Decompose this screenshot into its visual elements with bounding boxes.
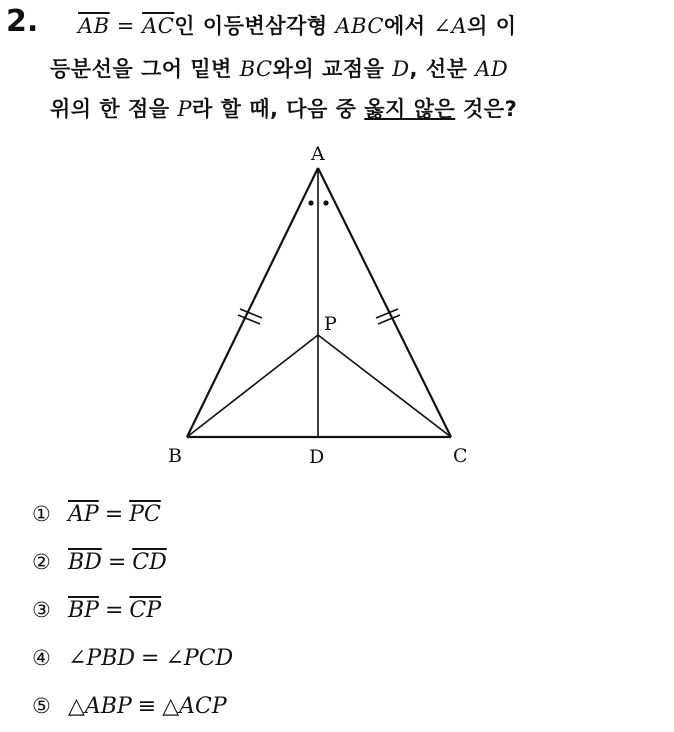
option-1[interactable] — [32, 502, 161, 527]
segment-bp-line — [187, 335, 318, 437]
segment-ad: AD — [475, 57, 509, 81]
option-left: $\overline{AP}$ — [68, 502, 99, 527]
side-ab — [187, 168, 318, 437]
question-text: 라 할 때, 다음 중 — [192, 97, 365, 121]
option-left: $\overline{BD}$ — [68, 550, 102, 575]
option-left: ∠PBD — [68, 646, 136, 671]
question-text: 위의 한 점을 — [50, 97, 178, 121]
triangle-abc: ABC — [335, 14, 384, 38]
angle-a: ∠A — [433, 14, 468, 38]
point-p: P — [177, 97, 193, 121]
question-text: 의 이 — [467, 14, 517, 38]
label-a: A — [311, 143, 325, 165]
option-right: $\overline{PC}$ — [129, 502, 161, 527]
option-right: ∠PCD — [165, 646, 234, 671]
option-operator: = — [141, 646, 160, 671]
question-text: 와의 교점을 — [272, 57, 393, 81]
option-number: ② — [32, 550, 51, 574]
option-3[interactable] — [32, 598, 161, 623]
label-b: B — [168, 445, 182, 467]
label-d: D — [309, 446, 325, 468]
label-c: C — [453, 445, 468, 467]
option-operator: = — [107, 550, 127, 575]
option-left: △ABP — [68, 694, 132, 719]
option-number: ③ — [32, 598, 51, 622]
option-2[interactable] — [32, 550, 167, 575]
side-ac — [318, 168, 451, 437]
question-text: 등분선을 그어 밑변 — [50, 57, 240, 81]
option-operator: ≡ — [137, 694, 157, 719]
option-number: ⑤ — [32, 694, 51, 718]
segment-ac: $\overline{AC}$ — [142, 14, 175, 38]
question-text: 것은? — [455, 97, 518, 121]
option-right: $\overline{CP}$ — [129, 598, 162, 623]
question-text: , 선분 — [409, 57, 476, 81]
segment-ab: $\overline{AB}$ — [78, 14, 110, 38]
option-4[interactable] — [32, 646, 233, 671]
option-operator: = — [104, 598, 124, 623]
segment-bc: BC — [239, 57, 273, 81]
equals-sign: = — [109, 14, 143, 38]
question-text: 에서 — [383, 14, 434, 38]
option-5[interactable] — [32, 694, 227, 719]
tick-marks-ab — [238, 309, 262, 324]
segment-cp-line — [318, 335, 451, 437]
option-number: ④ — [32, 646, 51, 670]
point-d: D — [392, 57, 410, 81]
label-p: P — [324, 313, 337, 335]
emphasis-not-correct: 옳지 않은 — [364, 97, 456, 121]
option-number: ① — [32, 502, 51, 526]
option-right: △ACP — [162, 694, 227, 719]
option-left: $\overline{BP}$ — [68, 598, 99, 623]
option-right: $\overline{CD}$ — [132, 550, 167, 575]
question-number: 2. — [6, 4, 39, 39]
option-operator: = — [104, 502, 124, 527]
question-text: 인 이등변삼각형 — [174, 14, 336, 38]
